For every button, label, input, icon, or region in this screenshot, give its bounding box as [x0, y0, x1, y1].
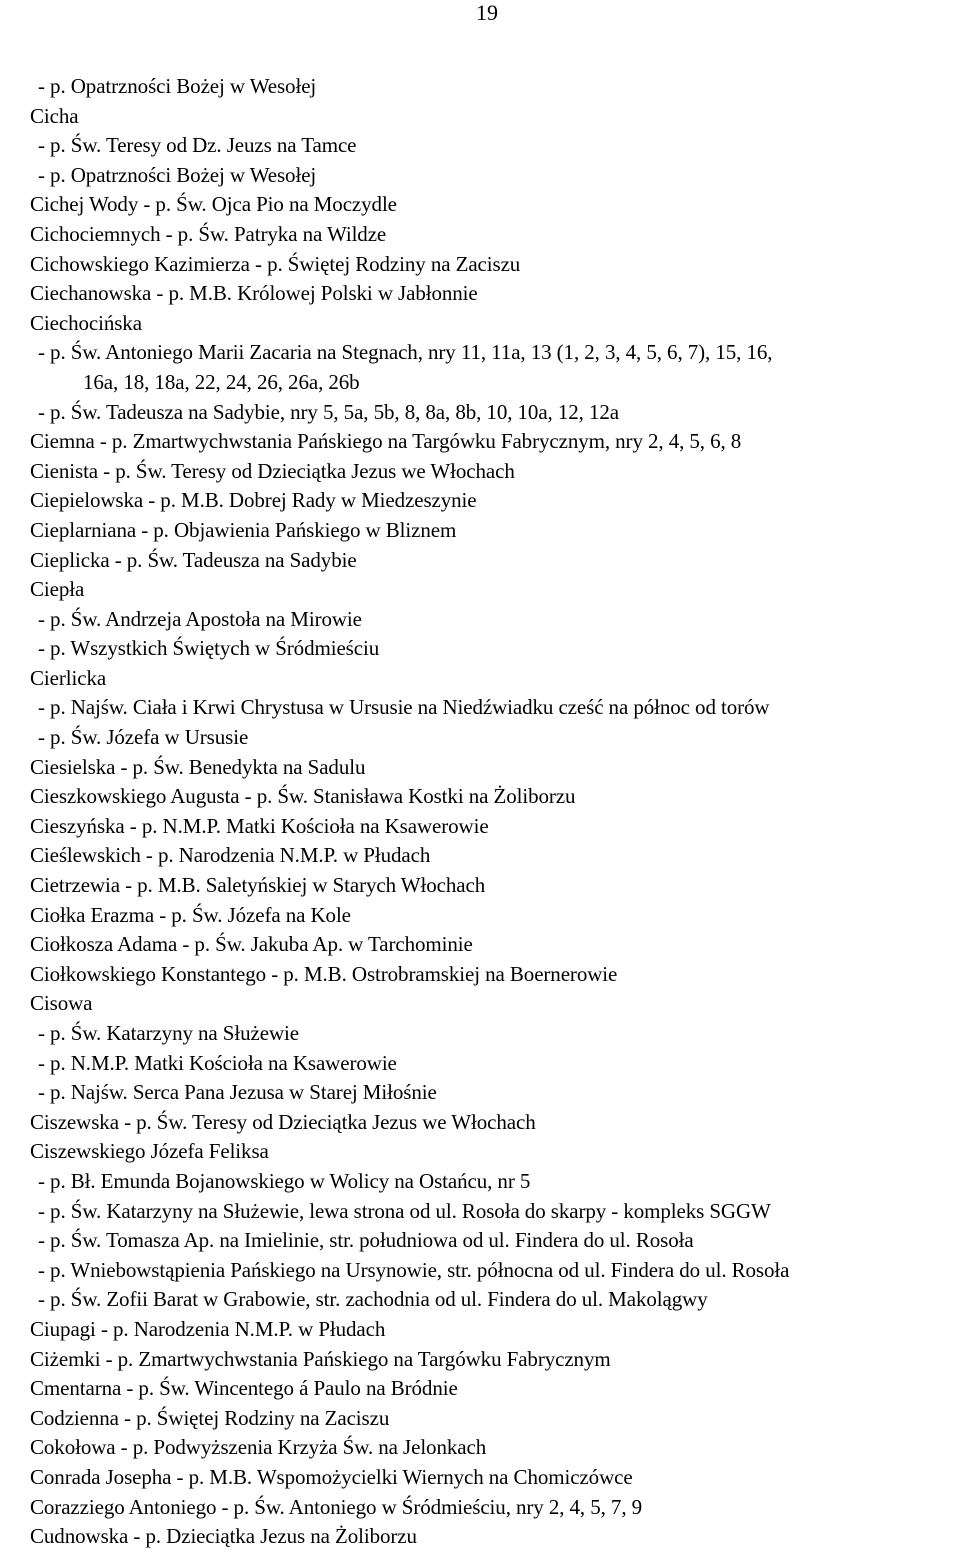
street-entry: Ciemna - p. Zmartwychwstania Pańskiego na Targówku Fabrycznym, nry 2, 4, 5, 6, 8 — [30, 429, 742, 454]
street-entry: Cichej Wody - p. Św. Ojca Pio na Moczydle — [30, 192, 397, 217]
parish-subentry: - p. Wszystkich Świętych w Śródmieściu — [38, 636, 380, 661]
street-entry: Cudnowska - p. Dzieciątka Jezus na Żoliborzu — [30, 1524, 417, 1549]
street-entry: Cichowskiego Kazimierza - p. Świętej Rodziny na Zaciszu — [30, 251, 521, 276]
parish-subentry: - p. Najśw. Serca Pana Jezusa w Starej Miłośnie — [38, 1080, 437, 1105]
street-entry: Ciszewska - p. Św. Teresy od Dzieciątka Jezus we Włochach — [30, 1109, 536, 1134]
parish-subentry: - p. Św. Katarzyny na Służewie, lewa strona od ul. Rosoła do skarpy - kompleks SGGW — [38, 1198, 771, 1223]
street-entry: Cichociemnych - p. Św. Patryka na Wildze — [30, 221, 387, 246]
entry-continuation: 16a, 18, 18a, 22, 24, 26, 26a, 26b — [83, 369, 360, 394]
parish-subentry: - p. N.M.P. Matki Kościoła na Ksawerowie — [38, 1050, 397, 1075]
street-entry: Cicha — [30, 103, 79, 128]
parish-subentry: - p. Św. Tadeusza na Sadybie, nry 5, 5a, 5b, 8, 8a, 8b, 10, 10a, 12, 12a — [38, 399, 619, 424]
parish-subentry: - p. Św. Tomasza Ap. na Imielinie, str. południowa od ul. Findera do ul. Rosoła — [38, 1228, 694, 1253]
street-entry: Ciepła — [30, 577, 85, 602]
parish-subentry: - p. Św. Teresy od Dz. Jeuzs na Tamce — [38, 133, 357, 158]
parish-subentry: - p. Bł. Emunda Bojanowskiego w Wolicy na Ostańcu, nr 5 — [38, 1168, 531, 1193]
street-entry: Ciszewskiego Józefa Feliksa — [30, 1139, 269, 1164]
parish-subentry: - p. Św. Katarzyny na Służewie — [38, 1021, 299, 1045]
street-entry: Conrada Josepha - p. M.B. Wspomożycielki Wiernych na Chomiczówce — [30, 1464, 633, 1489]
street-entry: Cieszyńska - p. N.M.P. Matki Kościoła na Ksawerowie — [30, 813, 489, 838]
parish-subentry: - p. Najśw. Ciała i Krwi Chrystusa w Ursusie na Niedźwiadku cześć na północ od torów — [38, 695, 770, 720]
page-number: 19 — [476, 0, 498, 25]
street-entry: Cieszkowskiego Augusta - p. Św. Stanisława Kostki na Żoliborzu — [30, 784, 576, 809]
street-entry: Cierlicka — [30, 665, 107, 690]
parish-subentry: - p. Wniebowstąpienia Pańskiego na Ursynowie, str. północna od ul. Findera do ul. Rosoła — [38, 1257, 790, 1282]
parish-subentry: - p. Opatrzności Bożej w Wesołej — [38, 74, 317, 98]
street-entry: Corazziego Antoniego - p. Św. Antoniego w Śródmieściu, nry 2, 4, 5, 7, 9 — [30, 1494, 643, 1519]
street-entry: Ciołkowskiego Konstantego - p. M.B. Ostrobramskiej na Boernerowie — [30, 961, 618, 986]
street-entry: Codzienna - p. Świętej Rodziny na Zaciszu — [30, 1405, 390, 1430]
street-entry: Cieślewskich - p. Narodzenia N.M.P. w Płudach — [30, 843, 431, 868]
street-entry: Cietrzewia - p. M.B. Saletyńskiej w Starych Włochach — [30, 873, 486, 898]
street-parish-list — [0, 72, 960, 1552]
street-entry: Ciżemki - p. Zmartwychwstania Pańskiego na Targówku Fabrycznym — [30, 1346, 611, 1371]
parish-subentry: - p. Św. Józefa w Ursusie — [38, 725, 249, 750]
street-entry: Cienista - p. Św. Teresy od Dzieciątka Jezus we Włochach — [30, 458, 515, 483]
parish-subentry: - p. Św. Antoniego Marii Zacaria na Stegnach, nry 11, 11a, 13 (1, 2, 3, 4, 5, 6, 7), 15, 16, — [38, 340, 773, 365]
street-entry: Ciesielska - p. Św. Benedykta na Sadulu — [30, 754, 366, 779]
street-entry: Cisowa — [30, 991, 93, 1016]
street-entry: Ciołka Erazma - p. Św. Józefa na Kole — [30, 902, 351, 927]
street-entry: Ciupagi - p. Narodzenia N.M.P. w Płudach — [30, 1316, 386, 1341]
street-entry: Ciechocińska — [30, 310, 142, 335]
parish-subentry: - p. Św. Zofii Barat w Grabowie, str. zachodnia od ul. Findera do ul. Makolągwy — [38, 1287, 708, 1312]
street-entry: Ciechanowska - p. M.B. Królowej Polski w Jabłonnie — [30, 281, 478, 306]
street-entry: Cmentarna - p. Św. Wincentego á Paulo na Bródnie — [30, 1376, 458, 1401]
street-entry: Cieplicka - p. Św. Tadeusza na Sadybie — [30, 547, 357, 572]
street-entry: Ciołkosza Adama - p. Św. Jakuba Ap. w Tarchominie — [30, 932, 473, 957]
street-entry: Cieplarniana - p. Objawienia Pańskiego w Bliznem — [30, 517, 457, 542]
street-entry: Ciepielowska - p. M.B. Dobrej Rady w Miedzeszynie — [30, 488, 477, 513]
parish-subentry: - p. Św. Andrzeja Apostoła na Mirowie — [38, 606, 362, 631]
parish-subentry: - p. Opatrzności Bożej w Wesołej — [38, 162, 317, 187]
street-entry: Cokołowa - p. Podwyższenia Krzyża Św. na Jelonkach — [30, 1435, 487, 1460]
